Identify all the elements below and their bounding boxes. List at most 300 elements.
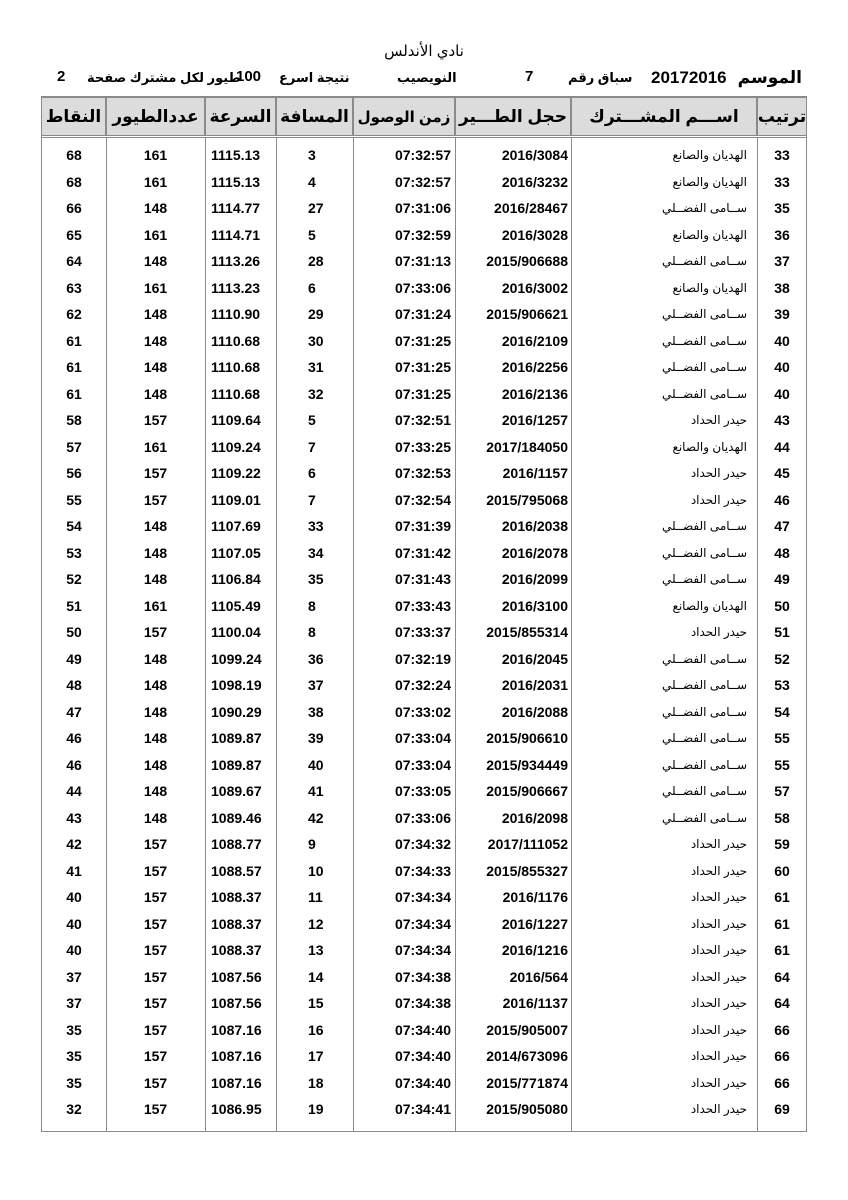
member-name-cell: ســامى الفضــلي: [662, 201, 747, 215]
ring-cell: 2015/855314: [486, 624, 568, 640]
distance-cell: 32: [308, 385, 324, 402]
ring-cell: 2016/28467: [494, 200, 568, 216]
rank-cell: 55: [774, 730, 790, 746]
table-row: [42, 805, 806, 831]
table-row: [42, 195, 806, 221]
table-row: [42, 593, 806, 619]
speed-cell: 1088.37: [211, 889, 262, 905]
member-name-cell: ســامى الفضــلي: [662, 333, 747, 348]
birds-count-cell: 157: [143, 968, 168, 985]
arrival-time-cell: 07:34:32: [394, 836, 451, 852]
arrival-time-cell: 07:34:34: [394, 915, 451, 932]
arrival-time-cell: 07:34:41: [394, 1101, 451, 1117]
points-cell: 50: [66, 624, 82, 640]
speed-cell: 1109.01: [211, 491, 261, 508]
arrival-time-cell: 07:34:38: [394, 995, 451, 1011]
arrival-time-cell: 07:32:53: [394, 465, 451, 481]
ring-cell: 2014/673096: [486, 1048, 568, 1064]
distance-cell: 19: [308, 1101, 324, 1117]
member-name-cell: حيدر الحداد: [690, 996, 747, 1010]
table-row: [42, 672, 806, 698]
arrival-time-cell: 07:31:24: [394, 306, 451, 322]
arrival-time-cell: 07:31:13: [394, 253, 451, 269]
speed-cell: 1087.56: [211, 968, 262, 985]
arrival-time-cell: 07:33:05: [394, 783, 451, 799]
distance-cell: 18: [308, 1074, 324, 1091]
points-cell: 40: [66, 942, 82, 958]
arrival-time-cell: 07:31:39: [394, 518, 451, 534]
member-name-cell: ســامى الفضــلي: [662, 545, 747, 560]
table-row: [42, 990, 806, 1016]
rank-cell: 60: [774, 862, 790, 879]
member-name-cell: حيدر الحداد: [690, 943, 747, 957]
ring-cell: 2015/771874: [486, 1074, 568, 1091]
points-cell: 65: [66, 226, 82, 243]
arrival-time-cell: 07:32:51: [394, 412, 451, 428]
ring-cell: 2016/1227: [501, 915, 568, 932]
distance-cell: 27: [308, 200, 324, 216]
arrival-time-cell: 07:31:25: [394, 385, 451, 402]
birds-count-cell: 148: [143, 677, 168, 693]
table-row: [42, 831, 806, 857]
speed-cell: 1114.71: [211, 226, 261, 243]
distance-cell: 6: [308, 465, 316, 481]
points-cell: 46: [66, 756, 82, 773]
ring-cell: 2016/2038: [501, 518, 568, 534]
table-row: [42, 752, 806, 778]
distance-cell: 11: [308, 889, 323, 905]
table-row: [42, 1017, 806, 1043]
rank-cell: 45: [774, 465, 790, 481]
birds-count-cell: 157: [143, 1101, 168, 1117]
distance-cell: 42: [308, 809, 324, 826]
table-row: [42, 275, 806, 301]
rank-cell: 39: [774, 306, 790, 322]
points-cell: 56: [66, 465, 82, 481]
ring-cell: 2016/2031: [501, 677, 568, 693]
table-row: [42, 1070, 806, 1096]
rank-cell: 54: [774, 703, 790, 720]
points-cell: 37: [66, 968, 82, 985]
points-cell: 40: [66, 915, 82, 932]
birds-count-cell: 148: [143, 703, 168, 720]
ring-cell: 2016/3002: [501, 279, 568, 296]
rank-cell: 50: [774, 597, 790, 614]
speed-cell: 1087.16: [211, 1021, 262, 1038]
table-row: [42, 937, 806, 963]
member-name-cell: ســامى الفضــلي: [662, 731, 747, 745]
table-row: [42, 858, 806, 884]
header-ring: حجل الطـــير: [455, 97, 571, 136]
ring-cell: 2015/934449: [486, 756, 568, 773]
table-row: [42, 381, 806, 407]
header-divider: [41, 137, 807, 138]
birds-count-cell: 148: [143, 571, 168, 587]
ring-cell: 2015/906610: [486, 730, 568, 746]
speed-cell: 1107.69: [211, 518, 261, 534]
points-cell: 37: [66, 995, 82, 1011]
birds-count-cell: 157: [143, 491, 168, 508]
rank-cell: 40: [774, 385, 790, 402]
points-cell: 68: [66, 147, 82, 163]
ring-cell: 2016/1137: [502, 995, 568, 1011]
distance-cell: 10: [308, 862, 324, 879]
header-distance: المسافة: [276, 97, 353, 136]
ring-cell: 2015/906667: [486, 783, 568, 799]
rank-cell: 61: [774, 915, 790, 932]
ring-cell: 2016/1257: [501, 412, 568, 428]
arrival-time-cell: 07:33:02: [394, 703, 451, 720]
points-cell: 44: [66, 783, 82, 799]
rank-cell: 35: [774, 200, 790, 216]
birds-count-cell: 157: [143, 1048, 168, 1064]
rank-cell: 46: [774, 491, 790, 508]
birds-count-cell: 157: [143, 995, 168, 1011]
arrival-time-cell: 07:32:59: [394, 226, 451, 243]
points-cell: 43: [66, 809, 82, 826]
distance-cell: 35: [308, 571, 324, 587]
speed-cell: 1086.95: [211, 1101, 262, 1117]
member-name-cell: حيدر الحداد: [690, 492, 747, 507]
table-row: [42, 540, 806, 566]
ring-cell: 2016/2045: [501, 650, 568, 667]
arrival-time-cell: 07:34:34: [394, 942, 451, 958]
points-cell: 48: [66, 677, 82, 693]
distance-cell: 41: [308, 783, 324, 799]
race-number: 7: [525, 68, 534, 85]
member-name-cell: ســامى الفضــلي: [662, 678, 747, 692]
speed-cell: 1089.87: [211, 730, 262, 746]
speed-cell: 1109.24: [211, 438, 261, 455]
birds-count-cell: 148: [143, 306, 168, 322]
birds-count-cell: 161: [143, 147, 168, 163]
ring-cell: 2016/1157: [502, 465, 568, 481]
race-location: النويصيب: [397, 70, 457, 85]
distance-cell: 40: [308, 756, 324, 773]
birds-count-cell: 161: [143, 226, 168, 243]
birds-count-cell: 157: [143, 1074, 168, 1091]
birds-count-cell: 148: [143, 385, 168, 402]
ring-cell: 2015/906688: [486, 253, 568, 269]
rank-cell: 64: [774, 995, 790, 1011]
points-cell: 52: [66, 571, 82, 587]
member-name-cell: حيدر الحداد: [690, 1049, 747, 1063]
points-cell: 46: [66, 730, 82, 746]
rank-cell: 66: [774, 1021, 790, 1038]
arrival-time-cell: 07:31:42: [394, 544, 451, 561]
distance-cell: 16: [308, 1021, 324, 1038]
ring-cell: 2016/3232: [501, 173, 568, 190]
member-name-cell: الهديان والصانع: [672, 148, 747, 162]
member-name-cell: ســامى الفضــلي: [662, 386, 747, 401]
birds-count-cell: 148: [143, 809, 168, 826]
birds-count-cell: 148: [143, 332, 168, 349]
rank-cell: 33: [774, 147, 790, 163]
speed-cell: 1087.16: [211, 1048, 262, 1064]
points-cell: 61: [66, 385, 82, 402]
birds-count-cell: 148: [143, 359, 168, 375]
speed-cell: 1088.57: [211, 862, 262, 879]
header-arrival-time: زمن الوصول: [353, 97, 455, 136]
rank-cell: 52: [774, 650, 790, 667]
arrival-time-cell: 07:33:04: [394, 756, 451, 773]
season-label: الموسم: [737, 68, 802, 87]
member-name-cell: ســامى الفضــلي: [662, 757, 747, 772]
birds-count-cell: 148: [143, 783, 168, 799]
header-rank: ترتيب: [757, 97, 807, 136]
points-cell: 64: [66, 253, 82, 269]
distance-cell: 12: [308, 915, 324, 932]
speed-cell: 1087.56: [211, 995, 262, 1011]
member-name-cell: حيدر الحداد: [690, 625, 747, 639]
speed-cell: 1110.68: [211, 332, 261, 349]
speed-cell: 1089.46: [211, 809, 262, 826]
speed-cell: 1098.19: [211, 677, 262, 693]
speed-cell: 1088.37: [211, 942, 262, 958]
arrival-time-cell: 07:33:04: [394, 730, 451, 746]
ring-cell: 2016/3100: [501, 597, 568, 614]
table-row: [42, 434, 806, 460]
member-name-cell: ســامى الفضــلي: [662, 651, 747, 666]
distance-cell: 4: [308, 173, 316, 190]
table-row: [42, 407, 806, 433]
points-cell: 53: [66, 544, 82, 561]
arrival-time-cell: 07:31:43: [394, 571, 451, 587]
arrival-time-cell: 07:32:54: [394, 491, 451, 508]
speed-cell: 1090.29: [211, 703, 262, 720]
arrival-time-cell: 07:31:06: [394, 200, 451, 216]
table-row: [42, 248, 806, 274]
arrival-time-cell: 07:31:25: [394, 332, 451, 349]
speed-cell: 1113.26: [211, 253, 261, 269]
rank-cell: 33: [774, 173, 790, 190]
distance-cell: 6: [308, 279, 316, 296]
speed-cell: 1088.77: [211, 836, 262, 852]
birds-count-cell: 157: [143, 862, 168, 879]
rank-cell: 40: [774, 332, 790, 349]
ring-cell: 2016/2136: [501, 385, 568, 402]
rank-cell: 44: [774, 438, 790, 455]
rank-cell: 37: [774, 253, 790, 269]
distance-cell: 15: [308, 995, 324, 1011]
birds-count-cell: 161: [143, 279, 168, 296]
distance-cell: 33: [308, 518, 324, 534]
member-name-cell: حيدر الحداد: [690, 916, 747, 931]
speed-cell: 1115.13: [211, 147, 261, 163]
table-row: [42, 142, 806, 168]
birds-count-cell: 157: [143, 942, 168, 958]
speed-cell: 1089.67: [211, 783, 262, 799]
club-title: نادي الأندلس: [384, 43, 464, 60]
distance-cell: 5: [308, 412, 316, 428]
member-name-cell: حيدر الحداد: [690, 413, 747, 427]
distance-cell: 29: [308, 306, 324, 322]
points-cell: 61: [66, 359, 82, 375]
birds-count-cell: 148: [143, 730, 168, 746]
season-value: 20172016: [651, 68, 727, 87]
points-cell: 51: [66, 597, 82, 614]
birds-count-cell: 157: [143, 915, 168, 932]
table-row: [42, 222, 806, 248]
rank-cell: 49: [774, 571, 790, 587]
speed-cell: 1109.22: [211, 465, 261, 481]
table-row: [42, 487, 806, 513]
speed-cell: 1105.49: [211, 597, 261, 614]
arrival-time-cell: 07:34:40: [394, 1048, 451, 1064]
header-speed: السرعة: [205, 97, 276, 136]
arrival-time-cell: 07:34:38: [394, 968, 451, 985]
member-name-cell: الهديان والصانع: [672, 280, 747, 295]
ring-cell: 2016/2088: [501, 703, 568, 720]
arrival-time-cell: 07:33:06: [394, 809, 451, 826]
member-name-cell: ســامى الفضــلي: [662, 572, 747, 586]
distance-cell: 28: [308, 253, 324, 269]
points-cell: 58: [66, 412, 82, 428]
distance-cell: 34: [308, 544, 324, 561]
member-name-cell: ســامى الفضــلي: [662, 307, 747, 321]
birds-count-cell: 157: [143, 465, 168, 481]
rank-cell: 59: [774, 836, 790, 852]
arrival-time-cell: 07:33:06: [394, 279, 451, 296]
birds-count-cell: 148: [143, 544, 168, 561]
table-row: [42, 301, 806, 327]
points-cell: 66: [66, 200, 82, 216]
table-row: [42, 911, 806, 937]
ring-cell: 2015/905007: [486, 1021, 568, 1038]
table-row: [42, 699, 806, 725]
race-label: سباق رقم: [568, 70, 633, 85]
rank-cell: 48: [774, 544, 790, 561]
rank-cell: 66: [774, 1048, 790, 1064]
points-cell: 63: [66, 279, 82, 296]
distance-cell: 9: [308, 836, 316, 852]
birds-count-cell: 148: [143, 200, 168, 216]
points-cell: 35: [66, 1074, 82, 1091]
ring-cell: 2016/3084: [501, 147, 568, 163]
member-name-cell: ســامى الفضــلي: [662, 519, 747, 533]
speed-cell: 1087.16: [211, 1074, 262, 1091]
birds-count-cell: 161: [143, 438, 168, 455]
birds-count: 100: [236, 68, 262, 85]
ring-cell: 2016/2098: [501, 809, 568, 826]
member-name-cell: الهديان والصانع: [672, 598, 747, 613]
speed-cell: 1114.77: [211, 200, 261, 216]
ring-cell: 2016/2099: [501, 571, 568, 587]
arrival-time-cell: 07:33:43: [394, 597, 451, 614]
ring-cell: 2016/564: [509, 968, 568, 985]
points-cell: 55: [66, 491, 82, 508]
arrival-time-cell: 07:32:57: [394, 147, 451, 163]
birds-count-cell: 157: [143, 624, 168, 640]
table-row: [42, 725, 806, 751]
birds-count-cell: 157: [143, 836, 168, 852]
distance-cell: 5: [308, 226, 316, 243]
table-row: [42, 964, 806, 990]
arrival-time-cell: 07:34:40: [394, 1021, 451, 1038]
distance-cell: 14: [308, 968, 324, 985]
points-cell: 68: [66, 173, 82, 190]
birds-count-cell: 157: [143, 412, 168, 428]
ring-cell: 2015/905080: [486, 1101, 568, 1117]
arrival-time-cell: 07:34:40: [394, 1074, 451, 1091]
distance-cell: 38: [308, 703, 324, 720]
birds-count-cell: 148: [143, 756, 168, 773]
birds-count-cell: 148: [143, 518, 168, 534]
speed-cell: 1113.23: [211, 279, 261, 296]
birds-count-cell: 148: [143, 650, 168, 667]
header-points: النقاط: [41, 97, 106, 136]
birds-count-cell: 148: [143, 253, 168, 269]
distance-cell: 31: [308, 359, 324, 375]
ring-cell: 2016/2078: [501, 544, 568, 561]
distance-cell: 17: [308, 1048, 324, 1064]
member-name-cell: حيدر الحداد: [690, 863, 747, 878]
member-name-cell: ســامى الفضــلي: [662, 784, 747, 798]
birds-per-member-text: طيور لكل مشترك صفحة: [87, 70, 241, 85]
member-name-cell: الهديان والصانع: [672, 174, 747, 189]
table-row: [42, 566, 806, 592]
distance-cell: 8: [308, 624, 316, 640]
rank-cell: 43: [774, 412, 790, 428]
distance-cell: 7: [308, 438, 316, 455]
points-cell: 35: [66, 1021, 82, 1038]
rank-cell: 40: [774, 359, 790, 375]
page-number: 2: [57, 68, 66, 85]
ring-cell: 2015/855327: [486, 862, 568, 879]
points-cell: 49: [66, 650, 82, 667]
birds-count-cell: 161: [143, 173, 168, 190]
arrival-time-cell: 07:31:25: [394, 359, 451, 375]
points-cell: 61: [66, 332, 82, 349]
arrival-time-cell: 07:34:33: [394, 862, 451, 879]
speed-cell: 1099.24: [211, 650, 262, 667]
member-name-cell: الهديان والصانع: [672, 439, 747, 454]
table-row: [42, 460, 806, 486]
distance-cell: 8: [308, 597, 316, 614]
ring-cell: 2017/184050: [486, 438, 568, 455]
rank-cell: 57: [774, 783, 790, 799]
rank-cell: 51: [774, 624, 790, 640]
member-name-cell: حيدر الحداد: [690, 1075, 747, 1090]
speed-cell: 1109.64: [211, 412, 261, 428]
rank-cell: 55: [774, 756, 790, 773]
member-name-cell: حيدر الحداد: [690, 969, 747, 984]
speed-cell: 1110.90: [211, 306, 261, 322]
member-name-cell: ســامى الفضــلي: [662, 704, 747, 719]
distance-cell: 37: [308, 677, 324, 693]
rank-cell: 36: [774, 226, 790, 243]
arrival-time-cell: 07:33:37: [394, 624, 451, 640]
points-cell: 47: [66, 703, 82, 720]
rank-cell: 61: [774, 942, 790, 958]
table-row: [42, 646, 806, 672]
distance-cell: 13: [308, 942, 324, 958]
member-name-cell: ســامى الفضــلي: [662, 810, 747, 825]
points-cell: 32: [66, 1101, 82, 1117]
arrival-time-cell: 07:32:19: [394, 650, 451, 667]
rank-cell: 64: [774, 968, 790, 985]
header-birds-count: عددالطيور: [106, 97, 205, 136]
table-row: [42, 354, 806, 380]
ring-cell: 2015/795068: [486, 491, 568, 508]
table-row: [42, 884, 806, 910]
rank-cell: 47: [774, 518, 790, 534]
birds-count-cell: 161: [143, 597, 168, 614]
rank-cell: 61: [774, 889, 790, 905]
member-name-cell: الهديان والصانع: [672, 227, 747, 242]
distance-cell: 3: [308, 147, 316, 163]
birds-count-cell: 157: [143, 889, 168, 905]
